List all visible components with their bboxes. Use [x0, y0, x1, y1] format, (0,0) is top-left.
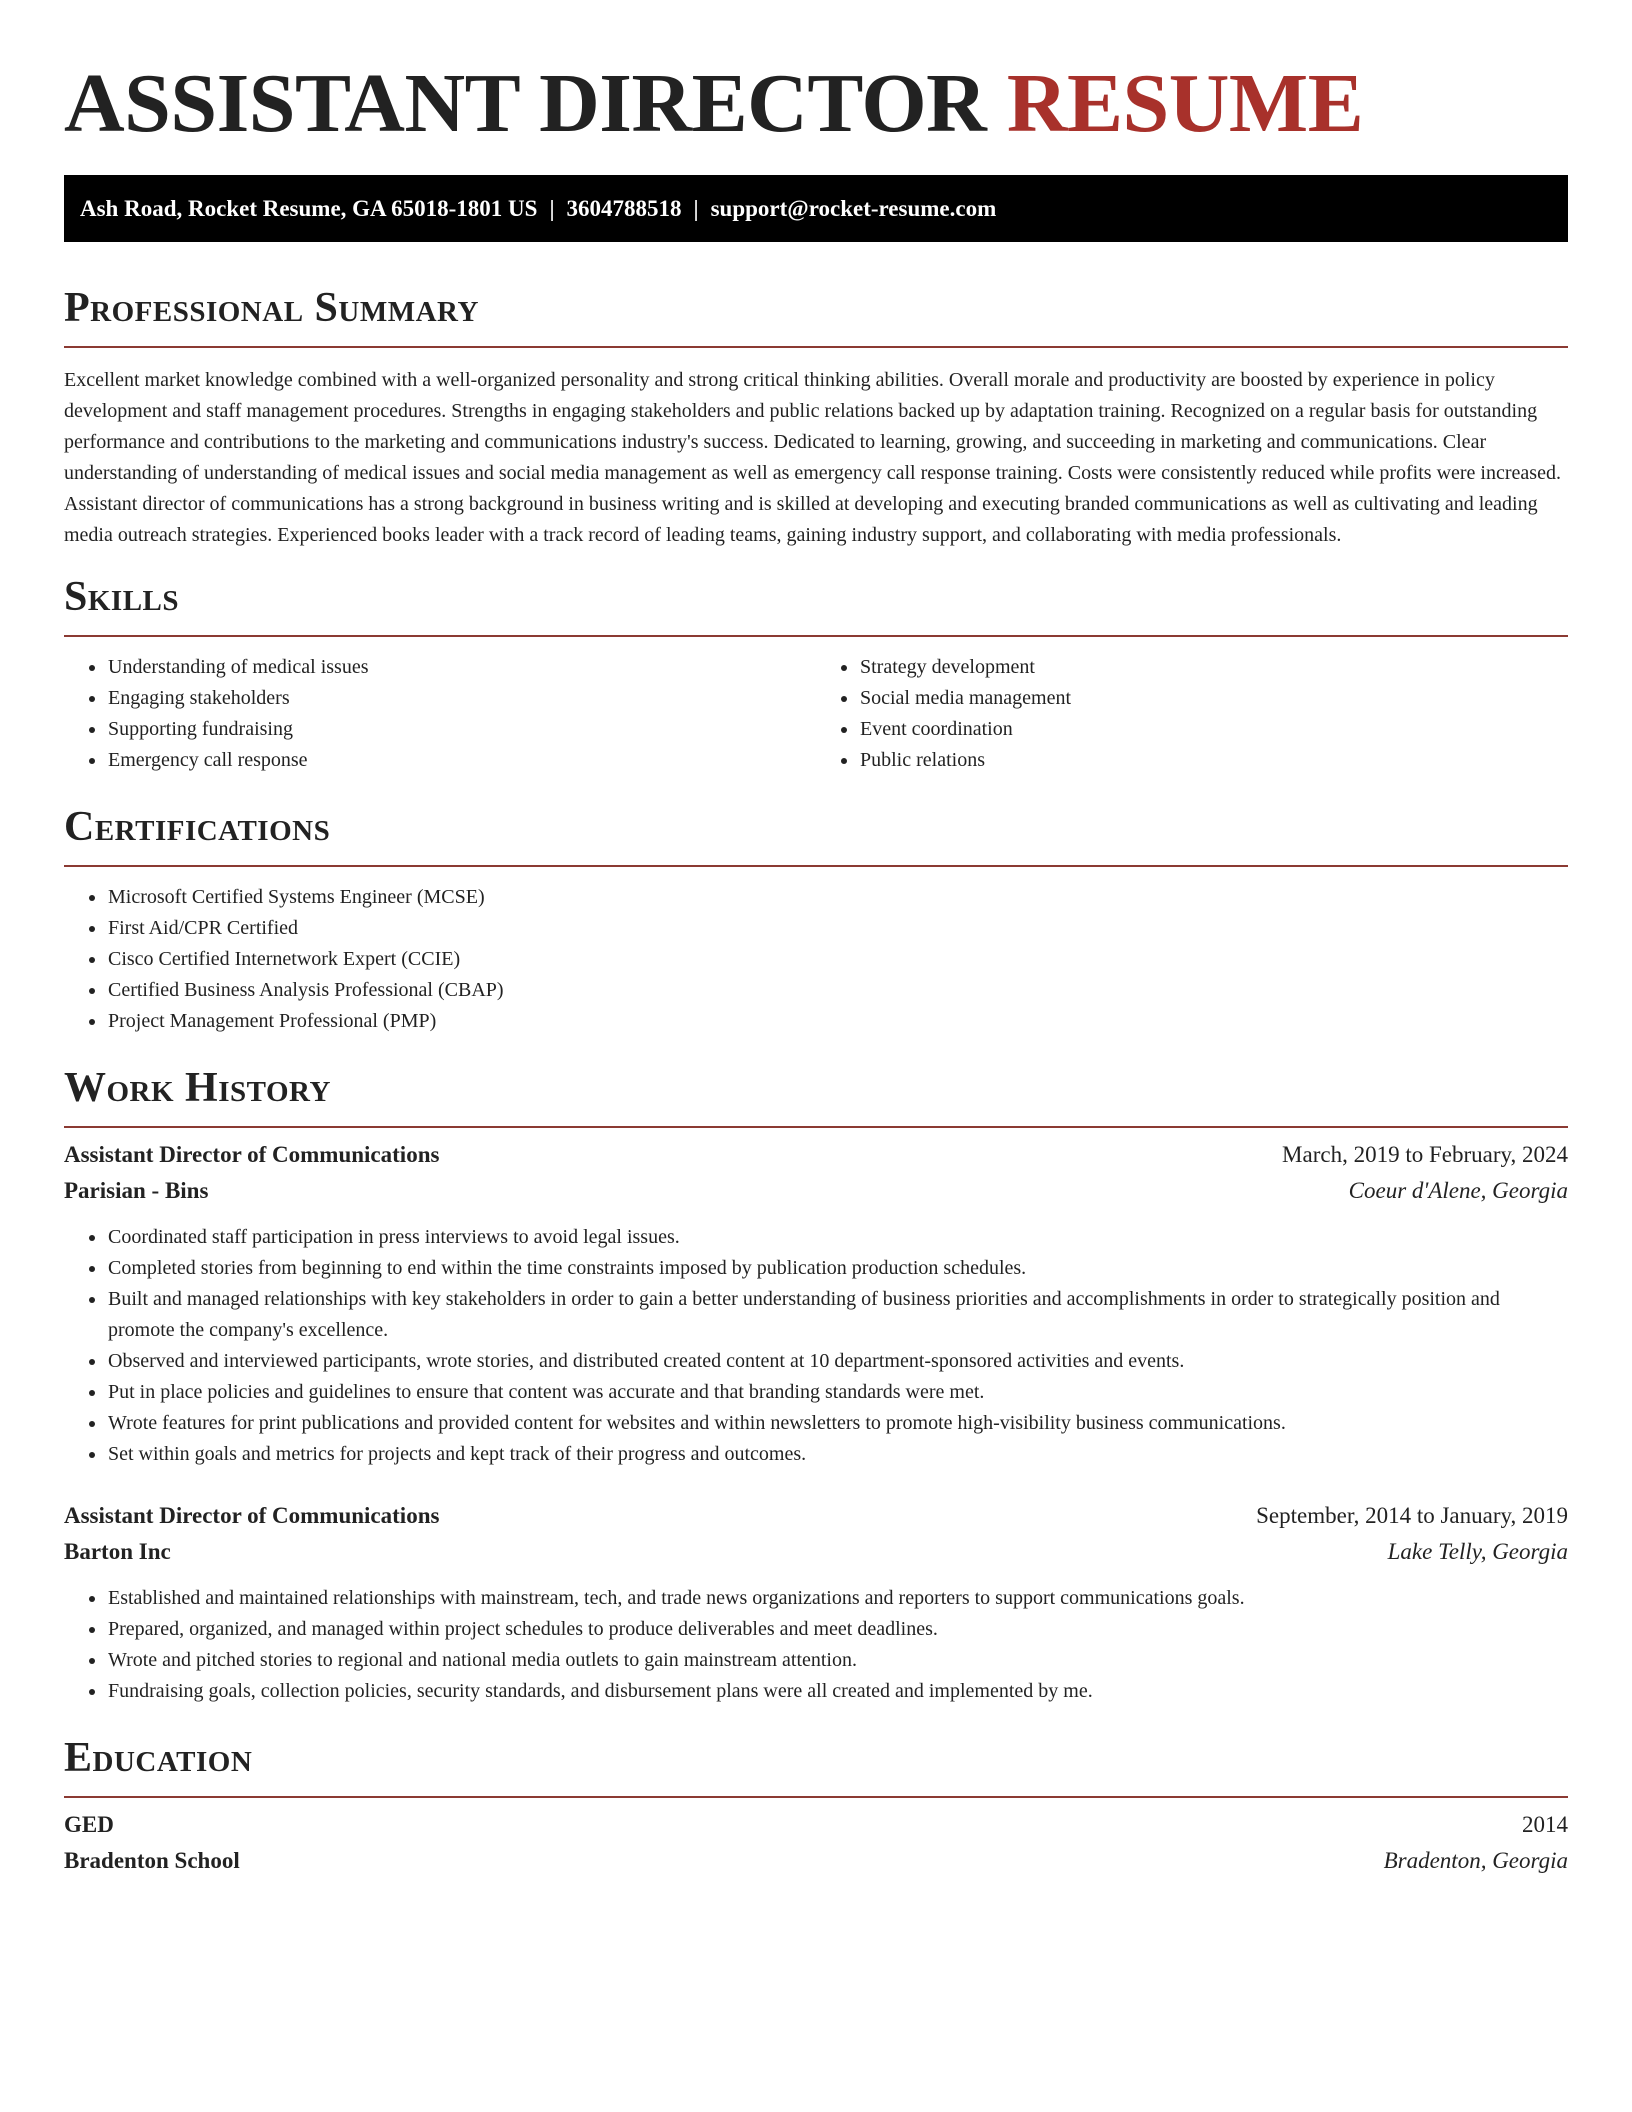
skill-item: • Understanding of medical issues — [107, 652, 816, 683]
section-heading-work-history: Work History — [64, 1065, 331, 1111]
job-bullet: • Established and maintained relationships with mainstream, tech, and trade news organizations and reporters to support communications goals. — [107, 1583, 1568, 1614]
certification-item: • Cisco Certified Internetwork Expert (CCIE) — [107, 944, 1568, 975]
certification-item: • First Aid/CPR Certified — [107, 913, 1568, 944]
skill-item: • Public relations — [859, 745, 1568, 776]
contact-address: Ash Road, Rocket Resume, GA 65018-1801 US — [80, 195, 538, 221]
contact-phone[interactable]: 3604788518 — [566, 195, 682, 221]
job-entry — [64, 1498, 1568, 1707]
contact-separator: | — [693, 195, 699, 221]
section-divider — [64, 635, 1568, 637]
job-bullets — [64, 1583, 1568, 1707]
section-divider — [64, 1126, 1568, 1128]
job-bullet: • Coordinated staff participation in press interviews to avoid legal issues. — [107, 1222, 1568, 1253]
contact-bar — [64, 175, 1568, 242]
certification-item: • Project Management Professional (PMP) — [107, 1006, 1568, 1037]
skills-section — [64, 571, 1568, 776]
section-divider — [64, 865, 1568, 867]
job-bullet: • Prepared, organized, and managed within project schedules to produce deliverables and meet deadlines. — [107, 1614, 1568, 1645]
job-bullet: • Wrote features for print publications and provided content for websites and within newsletters to promote high-visibility business communications. — [107, 1408, 1568, 1439]
section-heading-education: Education — [64, 1735, 253, 1781]
job-bullet: • Wrote and pitched stories to regional and national media outlets to gain mainstream attention. — [107, 1645, 1568, 1676]
summary-section — [64, 282, 1568, 551]
job-title: Assistant Director of Communications — [64, 1142, 440, 1167]
education-year: 2014 — [1522, 1812, 1568, 1837]
education-header — [64, 1807, 1568, 1843]
skill-item: • Engaging stakeholders — [107, 683, 816, 714]
skills-list-right — [816, 652, 1568, 776]
education-location: Bradenton, Georgia — [1383, 1848, 1568, 1873]
section-heading-certifications: Certifications — [64, 804, 331, 850]
job-bullet: • Built and managed relationships with key stakeholders in order to gain a better understanding of business priorities and accomplishments in order to strategically position and promote the company's excellence. — [107, 1284, 1568, 1346]
job-bullet: • Completed stories from beginning to end within the time constraints imposed by publication production schedules. — [107, 1253, 1568, 1284]
job-subheader — [64, 1534, 1568, 1570]
education-subheader — [64, 1843, 1568, 1879]
section-heading-summary: Professional Summary — [64, 285, 479, 331]
contact-separator: | — [549, 195, 555, 221]
education-school: Bradenton School — [64, 1848, 240, 1873]
summary-text: Excellent market knowledge combined with a well-organized personality and strong critical thinking abilities. Overall morale and productivity are boosted by experience in policy development and staff management procedures. Strengths in engaging stakeholders and public relations backed up by adaptation training. Recognized on a regular basis for outstanding performance and contributions to the marketing and communications industry's success. Dedicated to learning, growing, and succeeding in marketing and communications. Clear understanding of understanding of medical issues and social media management as well as emergency call response training. Costs were consistently reduced while profits were increased. Assistant director of communications has a strong background in business writing and is skilled at developing and executing branded communications as well as cultivating and leading media outreach strategies. Experienced books leader with a track record of leading teams, gaining industry support, and collaborating with media professionals. — [64, 369, 1561, 546]
job-dates: September, 2014 to January, 2019 — [1256, 1503, 1568, 1528]
education-section — [64, 1732, 1568, 1879]
education-degree: GED — [64, 1812, 114, 1837]
skill-item: • Emergency call response — [107, 745, 816, 776]
job-location: Coeur d'Alene, Georgia — [1348, 1178, 1568, 1203]
certification-item: • Certified Business Analysis Professional (CBAP) — [107, 975, 1568, 1006]
skill-item: • Supporting fundraising — [107, 714, 816, 745]
job-subheader — [64, 1173, 1568, 1209]
job-header — [64, 1137, 1568, 1173]
title-main: ASSISTANT DIRECTOR — [64, 57, 987, 150]
section-divider — [64, 1796, 1568, 1798]
section-heading-skills: Skills — [64, 574, 180, 620]
job-bullet: • Put in place policies and guidelines to ensure that content was accurate and that branding standards were met. — [107, 1377, 1568, 1408]
job-company: Parisian - Bins — [64, 1178, 209, 1203]
education-entry — [64, 1807, 1568, 1879]
skill-item: • Strategy development — [859, 652, 1568, 683]
title-accent: RESUME — [1006, 57, 1364, 150]
contact-email[interactable]: support@rocket-resume.com — [710, 195, 997, 221]
skills-grid — [64, 652, 1568, 776]
certifications-section — [64, 801, 1568, 1037]
resume-title — [64, 0, 1568, 150]
certifications-list — [64, 882, 1568, 1037]
job-bullet: • Observed and interviewed participants, wrote stories, and distributed created content at 10 department-sponsored activities and events. — [107, 1346, 1568, 1377]
job-title: Assistant Director of Communications — [64, 1503, 440, 1528]
job-bullet: • Set within goals and metrics for projects and kept track of their progress and outcomes. — [107, 1439, 1568, 1470]
section-divider — [64, 346, 1568, 348]
job-header — [64, 1498, 1568, 1534]
certification-item: • Microsoft Certified Systems Engineer (MCSE) — [107, 882, 1568, 913]
skill-item: • Social media management — [859, 683, 1568, 714]
job-location: Lake Telly, Georgia — [1387, 1539, 1568, 1564]
skills-list-left — [64, 652, 816, 776]
job-bullet: • Fundraising goals, collection policies, security standards, and disbursement plans were all created and implemented by me. — [107, 1676, 1568, 1707]
job-entry — [64, 1137, 1568, 1470]
job-bullets — [64, 1222, 1568, 1470]
job-dates: March, 2019 to February, 2024 — [1282, 1142, 1568, 1167]
work-history-section — [64, 1062, 1568, 1707]
skill-item: • Event coordination — [859, 714, 1568, 745]
job-company: Barton Inc — [64, 1539, 171, 1564]
